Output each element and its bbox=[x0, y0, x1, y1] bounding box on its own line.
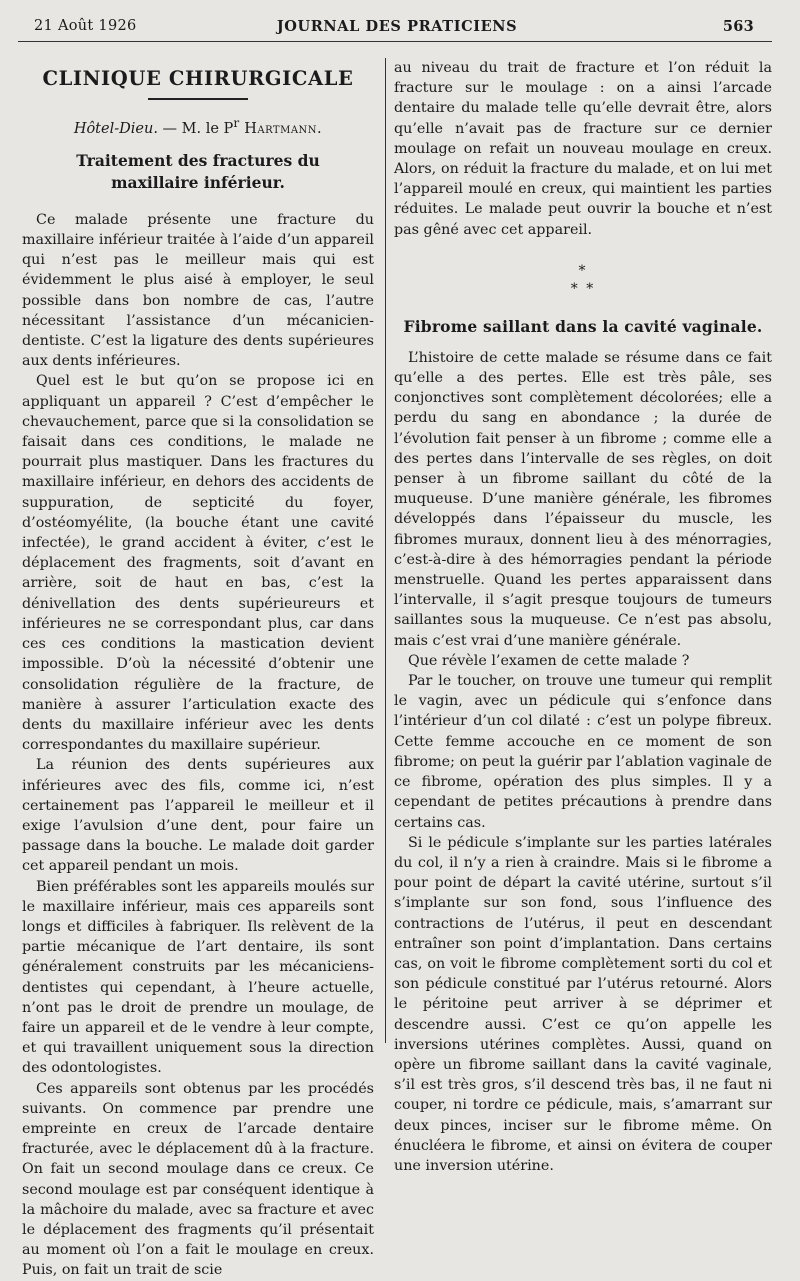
header-rule bbox=[18, 41, 772, 42]
lecturer-title-sup: r bbox=[233, 116, 240, 130]
lecturer-prefix: — M. le P bbox=[157, 120, 234, 137]
paragraph: Bien préférables sont les appareils moulés sur le maxillaire inférieur, mais ces appareils sont longs et difficiles à fabriquer. Ils relèvent de la partie mécanique de l’art dentaire, ils sont généralement construits par les mécaniciens-dentistes qui cependant, à l’heure actuelle, n’ont pas le droit de prendre un moulage, de faire un appareil et de le vendre à leur compte, et qui travaillent uniquement sous la direction des odontologistes. bbox=[22, 878, 374, 1077]
paragraph: Ce malade présente une fracture du maxillaire inférieur traitée à l’aide d’un appareil qui n’est pas le meilleur mais qui est évidemment le plus aisé à employer, le seul possible dans bon nombre de cas, l’autre nécessitant l’assistance d’un mécanicien-dentiste. C’est la ligature des dents supérieures aux dents inférieures. bbox=[22, 211, 374, 370]
lecture-title: Fibrome saillant dans la cavité vaginale. bbox=[403, 316, 763, 336]
running-header bbox=[20, 16, 774, 40]
paragraph: Que révèle l’examen de cette malade ? bbox=[408, 652, 690, 669]
issue-date: 21 Août 1926 bbox=[34, 18, 137, 34]
paragraph: Par le toucher, on trouve une tumeur qui remplit le vagin, avec un pédicule qui s’enfonce dans l’intérieur d’un col dilaté : c’est un polype fibreux. Cette femme accouche en ce moment de son fibrome; on peut la guérir par l’ablation vaginale de ce fibrome, opération des plus simples. Il y a cependant de petites précautions à prendre dans certains cas. bbox=[394, 673, 772, 831]
continued-paragraph: au niveau du trait de fracture et l’on réduit la fracture sur le moulage : on a ainsi l’arcade dentaire du malade telle qu’elle devrait être, alors qu’elle n’avait pas de fracture sur ce dernier moulage on refait un nouveau moulage en creux. Alors, on réduit la fracture du malade, et on lui met l’appareil moulé en creux, qui maintient les parties réduites. Le malade peut ouvrir la bouche et n’est pas gêné avec cet appareil. bbox=[394, 60, 772, 238]
section-title: CLINIQUE CHIRURGICALE bbox=[42, 67, 354, 90]
journal-title: JOURNAL DES PRATICIENS bbox=[276, 18, 518, 35]
column-divider bbox=[385, 58, 386, 1043]
paragraph: Quel est le but qu’on se propose ici en appliquant un appareil ? C’est d’empêcher le chevauchement, parce que si la consolidation se faisait dans ces conditions, le malade ne pourrait plus mastiquer. Dans les fractures du maxillaire inférieur, en dehors des accidents de suppuration, de septicité du foyer, d’ostéomyélite, (la bouche étant une cavité infectée), le grand accident à éviter, c’est le déplacement des fragments, soit d’avant en arrière, soit de haut en bas, c’est la dénivellation des dents supérieureurs et inférieures ne se correspondant plus, car dans ces ces conditions la mastication devient impossible. D’où la nécessité d’obtenir une consolidation régulière de la fracture, de manière à assurer l’articulation exacte des dents du maxillaire inférieur avec les dents correspondantes du maxillaire supérieur. bbox=[22, 373, 374, 754]
paragraph: Si le pédicule s’implante sur les parties latérales du col, il n’y a rien à craindre. Mais si le fibrome a pour point de départ la cavité utérine, surtout s’il s’implante sur son fond, sous l’influence des contractions de l’utérus, il peut en descendant entraîner son point d’implantation. Dans certains cas, on voit le fibrome complètement sorti du col et son pédicule constitué par l’utérus retourné. Alors le péritoine peut arriver à se déprimer et descendre aussi. C’est ce qu’on appelle les inversions utérines complètes. Aussi, quand on opère un fibrome saillant dans la cavité vaginale, s’il est très gros, s’il descend très bas, il ne faut ni couper, ni tordre ce pédicule, mais, s’amarrant sur deux pinces, inciser sur le fibrome même. On énucléera le fibrome, et ainsi on évitera de couper une inversion utérine. bbox=[394, 834, 772, 1174]
paragraph: La réunion des dents supérieures aux inférieures avec des fils, comme ici, n’est certainement pas l’appareil le meilleur et il exige l’avulsion d’une dent, pour faire un passage dans la bouche. Le malade doit garder cet appareil pendant un mois. bbox=[22, 757, 374, 875]
page-number: 563 bbox=[722, 18, 754, 35]
asterisk-top: * bbox=[578, 262, 588, 279]
asterisk-bottom: * * bbox=[570, 280, 596, 297]
paragraph: L’histoire de cette malade se résume dans ce fait qu’elle a des pertes. Elle est très pâle, ses conjonctives sont complètement décolorées; elle a perdu du sang en abondance ; la durée de l’évolution fait penser à un fibrome ; comme elle a des pertes dans l’intervalle de ses règles, on doit penser à un fibrome saillant du côté de la muqueuse. D’une manière générale, les fibromes développés dans l’épaisseur du muscle, les fibromes muraux, donnent lieu à des ménorragies, c’est-à-dire à des hémorragies pendant la période menstruelle. Quand les pertes apparaissent dans l’intervalle, il s’agit presque toujours de tumeurs saillantes sous la muqueuse. Ce n’est pas absolu, mais c’est vrai d’une manière générale. bbox=[394, 349, 772, 649]
lecture-title: Traitement des fractures du maxillaire inférieur. bbox=[76, 150, 320, 192]
lecturer-name: Hartmann. bbox=[239, 120, 323, 137]
left-column bbox=[22, 58, 374, 1281]
title-underline bbox=[148, 98, 248, 100]
right-column bbox=[394, 58, 772, 1176]
section-separator-asterisks bbox=[394, 262, 772, 298]
hospital-line bbox=[22, 112, 374, 140]
paragraph: Ces appareils sont obtenus par les procédés suivants. On commence par prendre une empreinte en creux de l’arcade dentaire fracturée, avec le déplacement dû à la fracture. On fait un second moulage dans ce creux. Ce second moulage est par conséquent identique à la mâchoire du malade, avec sa fracture et avec le déplacement des fragments qu’il présentait au moment où l’on a fait le moulage en creux. Puis, on fait un trait de scie bbox=[22, 1080, 374, 1279]
hospital-name: Hôtel-Dieu. bbox=[73, 120, 158, 137]
